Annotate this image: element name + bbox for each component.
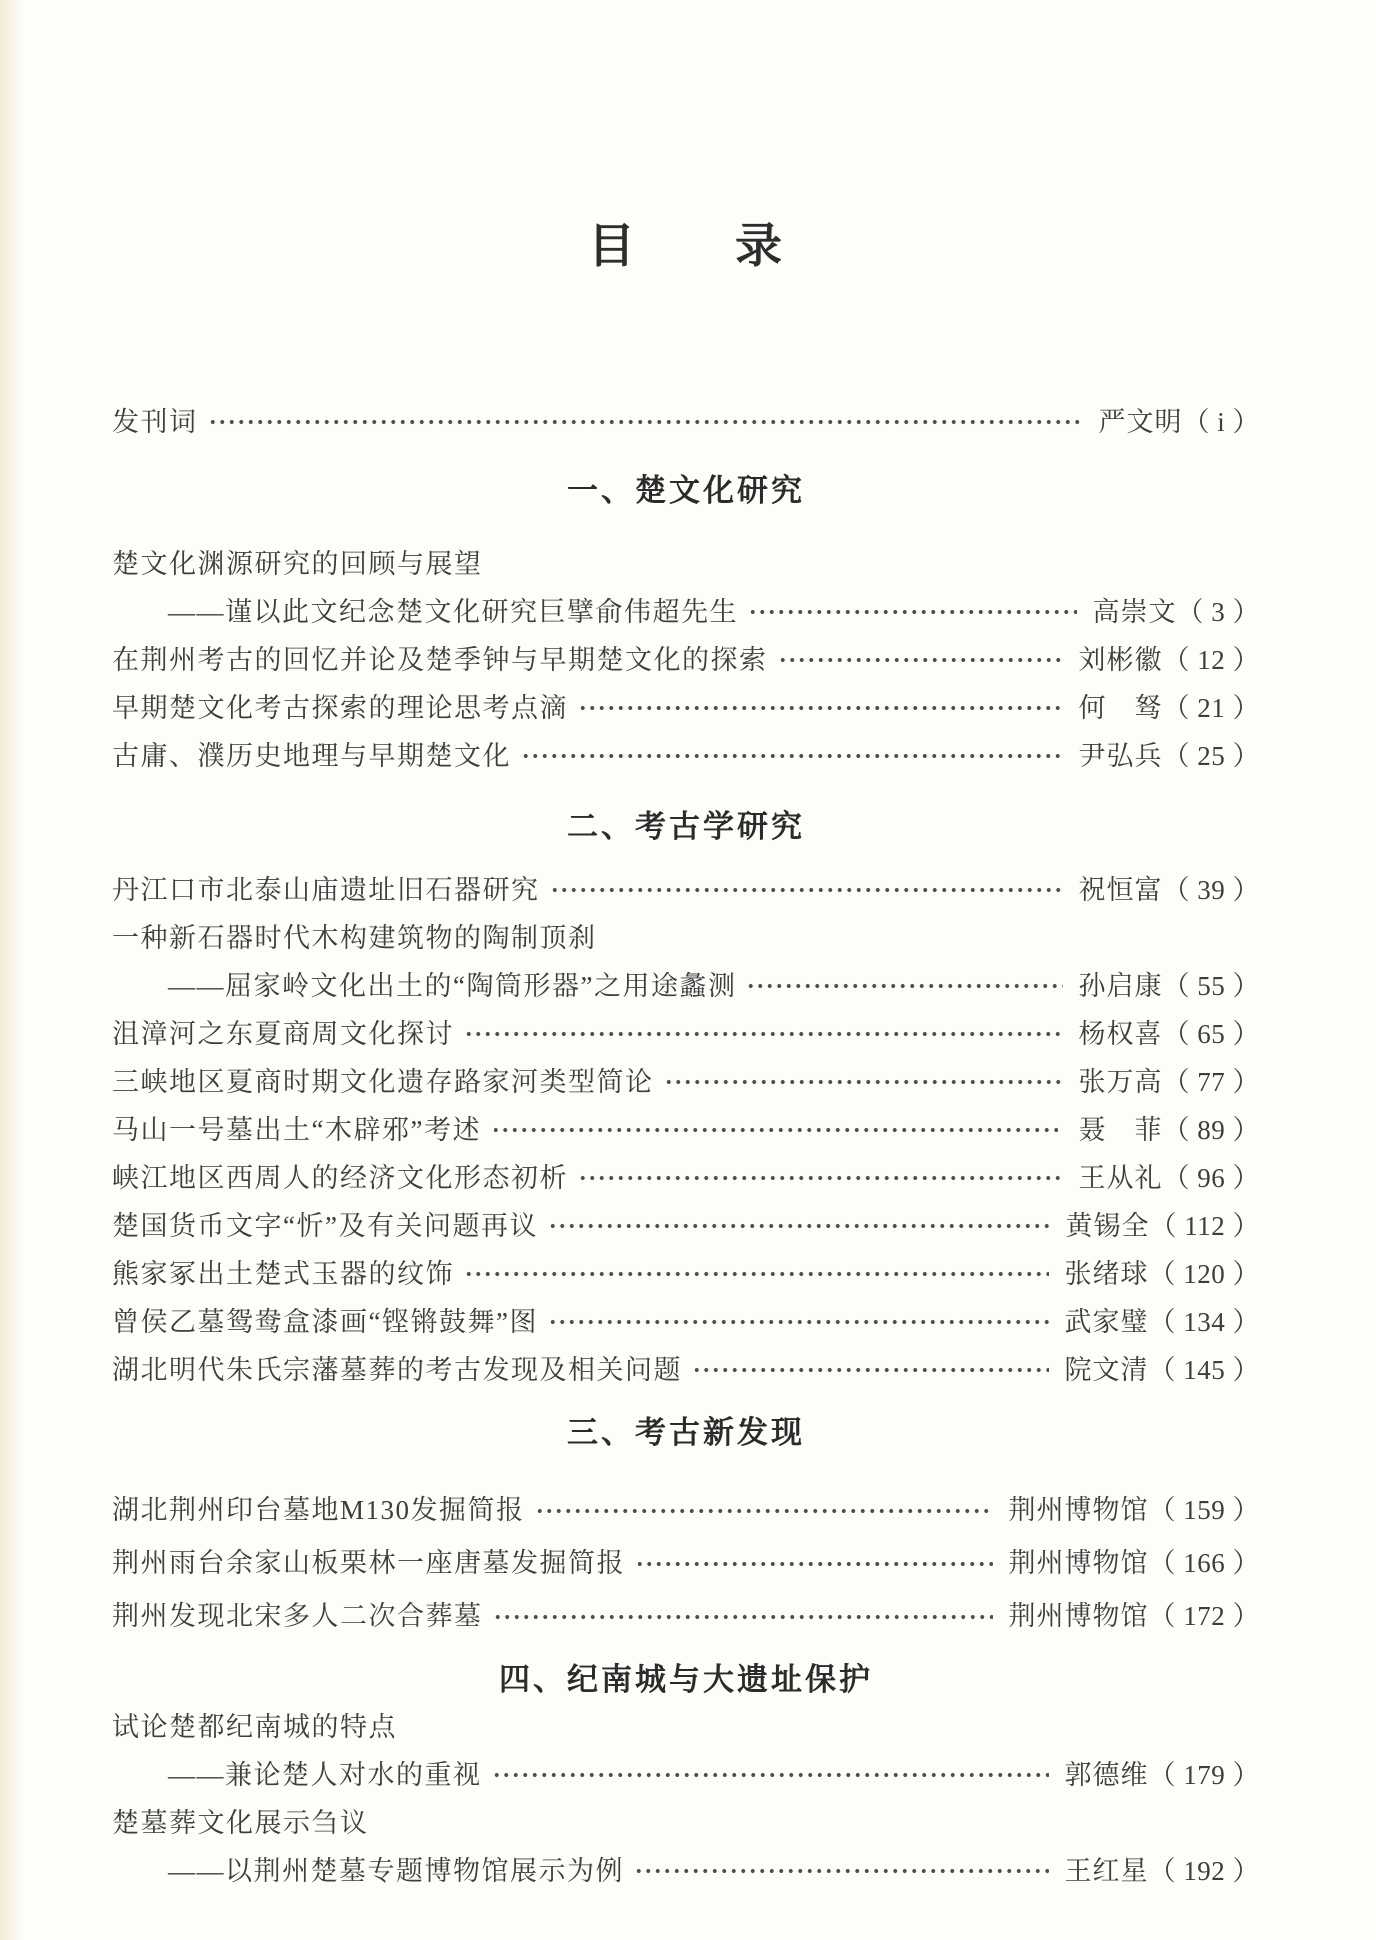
dot-leader bbox=[578, 1154, 1063, 1202]
entry-page-number: （ 166 ） bbox=[1148, 1548, 1260, 1578]
entry-subtitle: ——谨以此文纪念楚文化研究巨擘俞伟超先生 bbox=[168, 597, 738, 627]
toc-entry bbox=[112, 1590, 1260, 1643]
entry-author: 尹弘兵 bbox=[1078, 741, 1163, 771]
dot-leader bbox=[578, 684, 1063, 732]
entry-page-number: （ 89 ） bbox=[1162, 1115, 1260, 1145]
entry-title: 一种新石器时代木构建筑物的陶制顶刹 bbox=[112, 923, 597, 953]
dot-leader bbox=[748, 588, 1077, 636]
entry-title: 丹江口市北泰山庙遗址旧石器研究 bbox=[112, 875, 540, 905]
entry-author: 何 驽 bbox=[1078, 693, 1163, 723]
entry-page-number: （ 55 ） bbox=[1162, 971, 1260, 1001]
entry-title: 峡江地区西周人的经济文化形态初析 bbox=[112, 1163, 568, 1193]
entry-title: 早期楚文化考古探索的理论思考点滴 bbox=[112, 693, 568, 723]
entry-title: 楚国货币文字“忻”及有关问题再议 bbox=[112, 1211, 538, 1241]
toc-entry bbox=[112, 914, 1260, 962]
entry-author: 严文明 bbox=[1098, 407, 1183, 437]
entry-title: 湖北荆州印台墓地M130发掘简报 bbox=[112, 1495, 525, 1525]
toc-entry bbox=[112, 1847, 1260, 1895]
entry-author: 刘彬徽 bbox=[1078, 645, 1163, 675]
entry-title: 楚文化渊源研究的回顾与展望 bbox=[112, 549, 483, 579]
toc-entry bbox=[112, 1298, 1260, 1346]
entry-page-number: （ 39 ） bbox=[1162, 875, 1260, 905]
entry-title: 楚墓葬文化展示刍议 bbox=[112, 1808, 369, 1838]
entry-title: 试论楚都纪南城的特点 bbox=[112, 1712, 397, 1742]
entry-title: 三峡地区夏商时期文化遗存路家河类型简论 bbox=[112, 1067, 654, 1097]
entry-author: 张万高 bbox=[1078, 1067, 1163, 1097]
entry-page-number: （ 3 ） bbox=[1176, 597, 1260, 627]
section-heading: 四、纪南城与大遗址保护 bbox=[499, 1662, 873, 1697]
entry-title: 荆州发现北宋多人二次合葬墓 bbox=[112, 1601, 483, 1631]
toc-entry bbox=[112, 1106, 1260, 1154]
toc-entry bbox=[112, 732, 1260, 780]
toc-entry bbox=[112, 1799, 1260, 1847]
entry-subtitle: ——屈家岭文化出土的“陶筒形器”之用途蠡测 bbox=[168, 971, 737, 1001]
toc-section-4 bbox=[112, 1657, 1260, 1895]
entry-title: 古庸、濮历史地理与早期楚文化 bbox=[112, 741, 511, 771]
entry-author: 王红星 bbox=[1064, 1856, 1149, 1886]
dot-leader bbox=[550, 866, 1063, 914]
entry-author: 郭德维 bbox=[1064, 1760, 1149, 1790]
toc-entry bbox=[112, 1058, 1260, 1106]
entry-author: 祝恒富 bbox=[1078, 875, 1163, 905]
entry-author: 荆州博物馆 bbox=[1008, 1601, 1149, 1631]
toc-entry bbox=[112, 636, 1260, 684]
toc-entry bbox=[112, 540, 1260, 588]
entry-page-number: （ 25 ） bbox=[1162, 741, 1260, 771]
section-heading: 二、考古学研究 bbox=[567, 809, 805, 844]
toc-entry bbox=[112, 1154, 1260, 1202]
section-heading: 三、考古新发现 bbox=[567, 1415, 805, 1450]
dot-leader bbox=[692, 1346, 1049, 1394]
entry-author: 高崇文 bbox=[1092, 597, 1177, 627]
entry-title: 湖北明代朱氏宗藩墓葬的考古发现及相关问题 bbox=[112, 1355, 682, 1385]
entry-author: 黄锡全 bbox=[1065, 1211, 1150, 1241]
dot-leader bbox=[664, 1058, 1063, 1106]
dot-leader bbox=[778, 636, 1063, 684]
entry-page-number: （ 12 ） bbox=[1162, 645, 1260, 675]
entry-author: 聂 菲 bbox=[1078, 1115, 1163, 1145]
entry-title: 沮漳河之东夏商周文化探讨 bbox=[112, 1019, 454, 1049]
toc-entry bbox=[112, 1202, 1260, 1250]
section-entries bbox=[112, 866, 1260, 1394]
dot-leader bbox=[634, 1847, 1049, 1895]
toc-section-1 bbox=[112, 468, 1260, 780]
dot-leader bbox=[548, 1298, 1049, 1346]
entry-author: 院文清 bbox=[1064, 1355, 1149, 1385]
entry-author: 孙启康 bbox=[1078, 971, 1163, 1001]
entry-subtitle: ——兼论楚人对水的重视 bbox=[168, 1760, 482, 1790]
toc-section-3 bbox=[112, 1410, 1260, 1643]
entry-author: 杨权喜 bbox=[1078, 1019, 1163, 1049]
entry-author: 王从礼 bbox=[1078, 1163, 1163, 1193]
entry-page-number: （ 134 ） bbox=[1148, 1307, 1260, 1337]
entry-title: 熊家冢出土楚式玉器的纹饰 bbox=[112, 1259, 454, 1289]
toc-entry bbox=[112, 1250, 1260, 1298]
entry-page-number: （ 96 ） bbox=[1162, 1163, 1260, 1193]
entry-page-number: （ 172 ） bbox=[1148, 1601, 1260, 1631]
section-entries bbox=[112, 1484, 1260, 1643]
toc-entry-preface bbox=[112, 398, 1260, 446]
toc-entry bbox=[112, 1346, 1260, 1394]
toc-entry bbox=[112, 1703, 1260, 1751]
section-entries bbox=[112, 540, 1260, 780]
entry-page-number: （ 77 ） bbox=[1162, 1067, 1260, 1097]
entry-page-number: （ 179 ） bbox=[1148, 1760, 1260, 1790]
entry-title: 荆州雨台余家山板栗林一座唐墓发掘简报 bbox=[112, 1548, 625, 1578]
entry-author: 张绪球 bbox=[1064, 1259, 1149, 1289]
entry-page-number: （ 192 ） bbox=[1148, 1856, 1260, 1886]
dot-leader bbox=[746, 962, 1062, 1010]
entry-page-number: （ 159 ） bbox=[1148, 1495, 1260, 1525]
toc-entry bbox=[112, 1010, 1260, 1058]
dot-leader bbox=[464, 1010, 1063, 1058]
entry-page-number: （ 65 ） bbox=[1162, 1019, 1260, 1049]
entry-page-number: （ i ） bbox=[1182, 407, 1260, 437]
toc-entry bbox=[112, 962, 1260, 1010]
dot-leader bbox=[635, 1537, 993, 1590]
entry-title: 发刊词 bbox=[112, 407, 198, 437]
dot-leader bbox=[521, 732, 1063, 780]
entry-page-number: （ 112 ） bbox=[1149, 1211, 1260, 1241]
toc-entry bbox=[112, 588, 1260, 636]
toc-entry bbox=[112, 1751, 1260, 1799]
dot-leader bbox=[548, 1202, 1050, 1250]
section-entries bbox=[112, 1703, 1260, 1895]
dot-leader bbox=[535, 1484, 993, 1537]
entry-author: 荆州博物馆 bbox=[1008, 1495, 1149, 1525]
toc-entry bbox=[112, 1537, 1260, 1590]
dot-leader bbox=[464, 1250, 1049, 1298]
toc-entry bbox=[112, 1484, 1260, 1537]
entry-subtitle: ——以荆州楚墓专题博物馆展示为例 bbox=[168, 1856, 624, 1886]
dot-leader bbox=[492, 1751, 1049, 1799]
toc-entry bbox=[112, 866, 1260, 914]
entry-page-number: （ 120 ） bbox=[1148, 1259, 1260, 1289]
entry-author: 武家璧 bbox=[1064, 1307, 1149, 1337]
toc-section-2 bbox=[112, 804, 1260, 1394]
entry-title: 在荆州考古的回忆并论及楚季钟与早期楚文化的探索 bbox=[112, 645, 768, 675]
toc-entry bbox=[112, 684, 1260, 732]
section-heading: 一、楚文化研究 bbox=[567, 473, 805, 508]
entry-page-number: （ 145 ） bbox=[1148, 1355, 1260, 1385]
page-title: 目 录 bbox=[588, 221, 784, 273]
entry-page-number: （ 21 ） bbox=[1162, 693, 1260, 723]
entry-author: 荆州博物馆 bbox=[1008, 1548, 1149, 1578]
entry-title: 曾侯乙墓鸳鸯盒漆画“铿锵鼓舞”图 bbox=[112, 1307, 538, 1337]
entry-title: 马山一号墓出土“木辟邪”考述 bbox=[112, 1115, 481, 1145]
dot-leader bbox=[208, 398, 1083, 446]
dot-leader bbox=[491, 1106, 1063, 1154]
dot-leader bbox=[493, 1590, 993, 1643]
